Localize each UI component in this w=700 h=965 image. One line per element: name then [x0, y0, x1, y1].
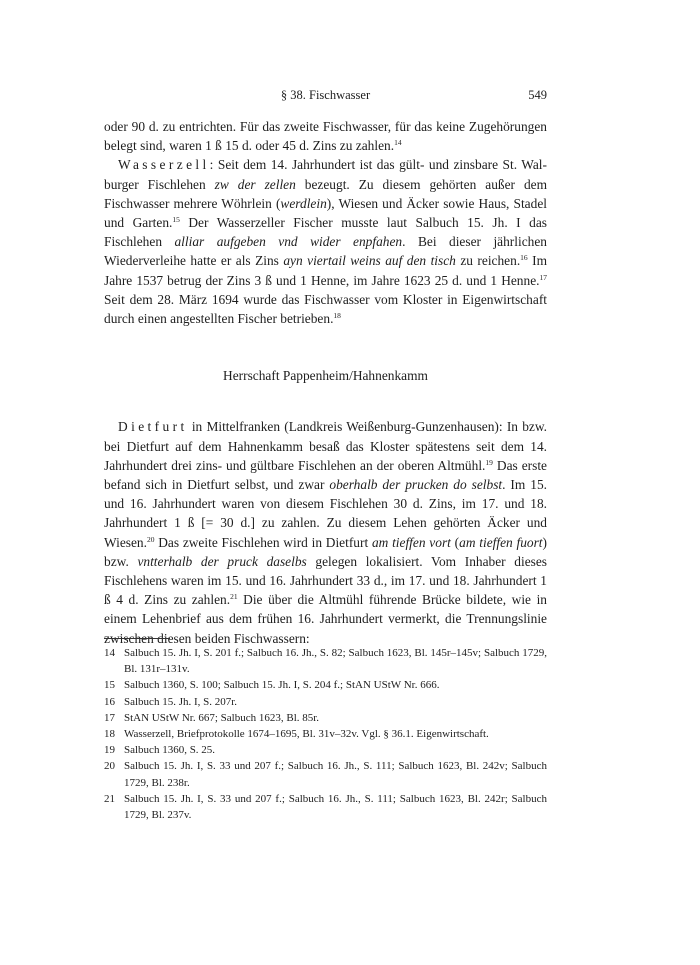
footnote-ref: 17 — [539, 272, 547, 282]
text-run: ( — [450, 534, 460, 550]
page-number: 549 — [528, 88, 547, 102]
footnote-number: 18 — [104, 728, 115, 741]
text-run: Seit dem 28. März 1694 wurde das Fischwasser vom Kloster in Eigenwirtschaft durch einen angestellten Fischer betrieben. — [104, 291, 547, 327]
footnote — [104, 710, 547, 726]
footnote-number: 19 — [104, 744, 115, 757]
footnote-text: Salbuch 15. Jh. I, S. 33 und 207 f.; Salbuch 16. Jh., S. 111; Salbuch 1623, Bl. 242v; Salbuch 1729, Bl. 238r. — [124, 760, 547, 789]
text-run: gelegen lokalisiert. Vom Inhaber dieses Fischlehens waren im 15. und 16. Jahrhundert 33 d., im 17. und 18. Jahrhundert 1 ß 4 d. Zins zu zahlen. — [104, 553, 548, 608]
paragraph-continued — [104, 117, 547, 155]
footnote — [104, 645, 547, 677]
text-run: Der Wasserzeller Fischer musste laut Salbuch 15. Jh. I das Fischlehen — [104, 215, 547, 250]
footnote-number: 16 — [104, 695, 115, 708]
footnote-ref: 21 — [230, 592, 238, 602]
footnote-text: Wasserzell, Briefprotokolle 1674–1695, Bl. 31v–32v. Vgl. § 36.1. Eigenwirtschaft. — [124, 728, 489, 741]
footnote — [104, 758, 547, 790]
quotation: oberhalb der prucken do selbst — [329, 477, 503, 493]
footnote-separator — [104, 638, 170, 639]
text-run: ) bzw. — [104, 534, 547, 569]
footnote-ref: 19 — [485, 457, 493, 467]
footnote — [104, 742, 547, 758]
quotation: werdlein — [280, 195, 327, 211]
footnote-number: 21 — [104, 792, 115, 805]
text-run: Im Jahre 1537 betrug der Zins 3 ß und 1 Henne, im Jahre 1623 25 d. und 1 Henne. — [104, 253, 547, 288]
paragraph-text: oder 90 d. zu entrichten. Für das zweite Fischwasser, für das keine Zugehörungen belegt sind, waren 1 ß 15 d. oder 45 d. Zins zu zahlen. — [104, 119, 547, 154]
footnote-text: StAN UStW Nr. 667; Salbuch 1623, Bl. 85r. — [124, 711, 320, 724]
footnote — [104, 677, 547, 693]
footnote-text: Salbuch 1360, S. 100; Salbuch 15. Jh. I, S. 204 f.; StAN UStW Nr. 666. — [124, 679, 440, 692]
text-run: ), Wiesen und Äcker sowie Haus, Stadel und Garten. — [104, 195, 547, 231]
body-text — [104, 117, 547, 648]
text-run: . Bei dieser jährlichen Wiederverleihe hatte er als Zins — [104, 234, 547, 269]
footnote — [104, 791, 547, 823]
footnote-number: 14 — [104, 647, 115, 659]
quotation: ayn viertail weins auf den tisch — [283, 253, 456, 269]
paragraph-dietfurt — [104, 417, 547, 647]
footnote-ref: 18 — [333, 311, 341, 321]
footnote-number: 17 — [104, 711, 115, 724]
footnote-number: 15 — [104, 679, 115, 692]
text-run: : Seit dem 14. Jahrhundert ist das gült- und zinsbare St. Walburger Fischlehen — [104, 157, 547, 192]
place-name: Dietfurt — [118, 419, 188, 435]
footnote-text: Salbuch 15. Jh. I, S. 33 und 207 f.; Salbuch 16. Jh., S. 111; Salbuch 1623, Bl. 242r; Salbuch 1729, Bl. 237v. — [124, 792, 547, 822]
footnote — [104, 694, 547, 710]
running-head — [104, 88, 547, 106]
footnote-ref: 20 — [146, 534, 155, 544]
paragraph-wasserzell — [104, 155, 547, 328]
text-run: zu reichen. — [455, 253, 521, 269]
footnote — [104, 726, 547, 742]
quotation: zw der zellen — [214, 176, 296, 192]
footnote-text: Salbuch 1360, S. 25. — [124, 744, 216, 757]
text-run: Die über die Altmühl führende Brücke bildete, wie in einem Lehenbrief aus dem frühen 16. Jahrhundert vermerkt, die Trennungslinie zwischen diesen beiden Fischwassern: — [104, 592, 547, 646]
footnote-text: Salbuch 15. Jh. I, S. 201 f.; Salbuch 16. Jh., S. 82; Salbuch 1623, Bl. 145r–145v; Salbuch 1729, Bl. 131r–131v. — [124, 647, 547, 676]
footnote-ref: 15 — [172, 215, 180, 225]
footnote-ref: 16 — [520, 253, 528, 263]
quotation: am tieffen vort — [371, 534, 451, 550]
quotation: alliar aufgeben vnd wider enpfahen — [174, 234, 403, 250]
text-run: bezeugt. Zu diesem gehörten außer dem Fischwasser mehrere Wöhrlein ( — [104, 176, 548, 211]
footnote-text: Salbuch 15. Jh. I, S. 207r. — [124, 695, 238, 708]
running-head-title: § 38. Fischwasser — [280, 88, 371, 102]
text-run: Das zweite Fischlehen wird in Dietfurt — [154, 534, 372, 550]
quotation: am tieffen fuort — [459, 534, 543, 550]
footnotes — [104, 645, 547, 823]
footnote-number: 20 — [104, 760, 115, 773]
footnote-ref: 14 — [394, 138, 402, 148]
text-run: Das erste befand sich in Dietfurt selbst, und zwar — [104, 457, 547, 493]
quotation: vntterhalb der pruck daselbs — [137, 553, 307, 569]
place-name: Wasserzell — [118, 157, 210, 173]
text-run: . Im 15. und 16. Jahrhundert waren von diesem Fischlehen 30 d. Zins, im 17. und 18. Jahrhundert 1 ß [= 30 d.] zu zahlen. Zu diesem Lehen gehörten Äcker und Wiesen. — [104, 477, 547, 550]
text-run: in Mittelfranken (Landkreis Weißenburg-Gunzenhausen): In bzw. bei Dietfurt auf dem Hahnenkamm besaß das Kloster spätestens seit dem 14. Jahrhundert drei zins- und gültbare Fischlehen an der oberen Altmühl. — [104, 419, 547, 473]
section-heading: Herrschaft Pappenheim/Hahnenkamm — [223, 368, 428, 384]
